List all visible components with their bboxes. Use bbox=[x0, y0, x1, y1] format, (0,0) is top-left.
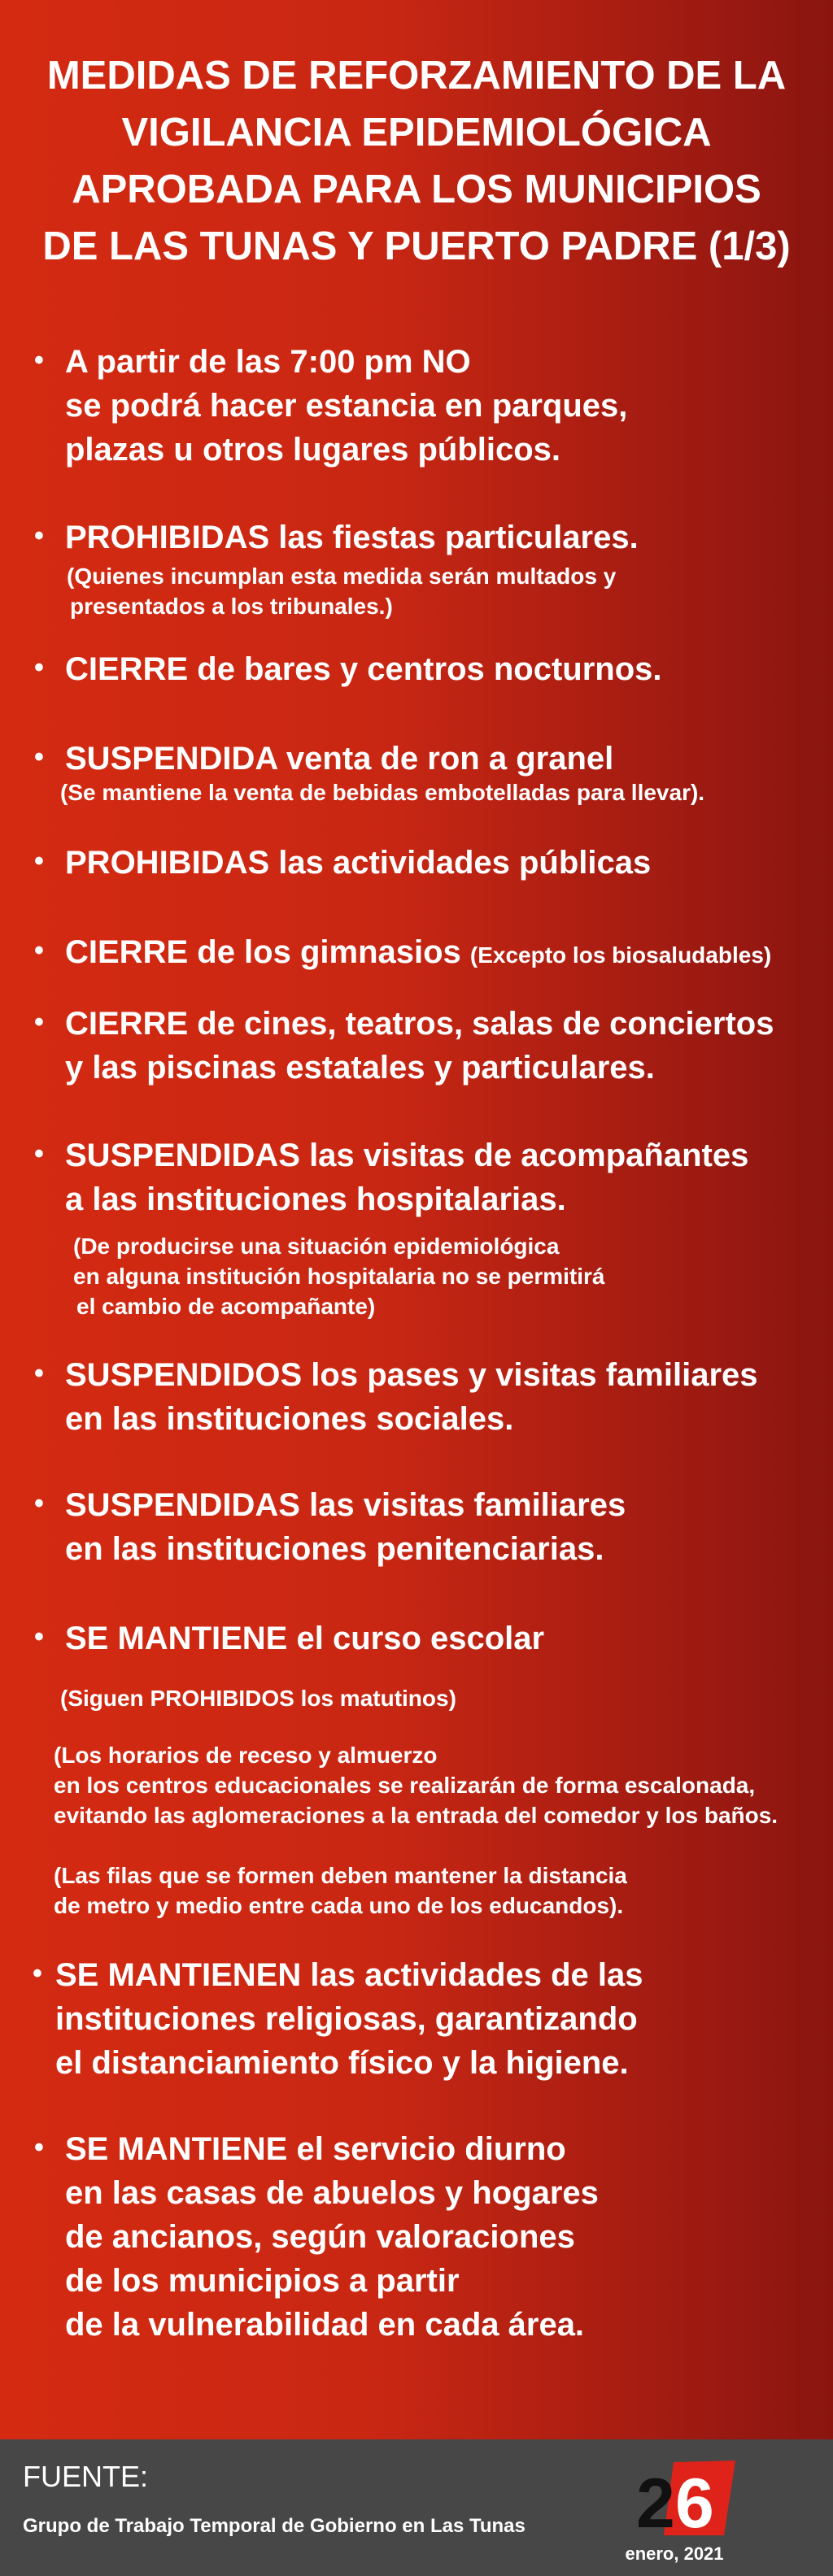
newspaper-logo bbox=[628, 2457, 742, 2539]
title-line: DE LAS TUNAS Y PUERTO PADRE (1/3) bbox=[42, 224, 791, 268]
measure-text bbox=[65, 1617, 544, 1660]
note-line: de metro y medio entre cada uno de los educandos). bbox=[54, 1893, 624, 1918]
measure-note bbox=[60, 777, 704, 807]
logo-digit-2: 2 bbox=[636, 2465, 675, 2539]
measure-text bbox=[65, 2127, 599, 2347]
title-line: MEDIDAS DE REFORZAMIENTO DE LA bbox=[46, 54, 787, 98]
measure-line: en las casas de abuelos y hogares bbox=[65, 2175, 599, 2211]
measure-rest: las fiestas particulares. bbox=[269, 520, 639, 555]
measure-note-queues bbox=[54, 1860, 627, 1921]
bullet-icon: • bbox=[34, 345, 44, 376]
measure-text bbox=[65, 340, 627, 472]
footer bbox=[0, 2439, 833, 2576]
measure-rest: las actividades de las bbox=[301, 1957, 643, 1993]
note-line: presentados a los tribunales.) bbox=[70, 594, 393, 619]
measure-line: de los municipios a partir bbox=[65, 2263, 460, 2299]
measure-text bbox=[65, 1353, 758, 1441]
note-line: el cambio de acompañante) bbox=[76, 1294, 376, 1319]
note-line: (Las filas que se formen deben mantener la distancia bbox=[54, 1863, 627, 1888]
measure-line: de la vulnerabilidad en cada área. bbox=[65, 2307, 585, 2343]
measure-rest: las visitas familiares bbox=[299, 1487, 626, 1523]
measure-line: se podrá hacer estancia en parques, bbox=[65, 388, 628, 424]
measure-line: instituciones religiosas, garantizando bbox=[55, 2001, 638, 2037]
measure-keyword: CIERRE bbox=[65, 651, 189, 687]
source-label: FUENTE: bbox=[23, 2460, 149, 2493]
measure-rest: las actividades públicas bbox=[269, 845, 652, 881]
measure-line: y las piscinas estatales y particulares. bbox=[65, 1050, 655, 1086]
bullet-icon: • bbox=[34, 846, 44, 877]
measure-text bbox=[65, 1002, 774, 1090]
bullet-icon: • bbox=[34, 652, 44, 683]
bullet-icon: • bbox=[34, 1488, 44, 1519]
measure-line: A partir de las 7:00 pm NO bbox=[65, 344, 471, 380]
measure-keyword: SUSPENDIDA bbox=[65, 741, 277, 777]
measure-note bbox=[60, 1683, 456, 1713]
measure-keyword: SE MANTIENE bbox=[65, 2131, 288, 2167]
note-line: en los centros educacionales se realizarán de forma escalonada, bbox=[54, 1773, 756, 1798]
measure-text bbox=[65, 1134, 748, 1221]
bullet-icon: • bbox=[34, 2132, 44, 2163]
note-line: (Se mantiene la venta de bebidas embotelladas para llevar). bbox=[60, 780, 705, 805]
poster-title bbox=[16, 47, 817, 275]
bullet-icon: • bbox=[34, 520, 44, 551]
measure-rest: de los gimnasios bbox=[188, 934, 470, 970]
measure-line: de ancianos, según valoraciones bbox=[65, 2219, 575, 2255]
measure-keyword: SUSPENDIDAS bbox=[65, 1138, 300, 1173]
measure-text bbox=[65, 516, 639, 559]
measure-rest: venta de ron a granel bbox=[277, 741, 614, 777]
measure-rest: de cines, teatros, salas de conciertos bbox=[188, 1006, 774, 1042]
measure-keyword: SUSPENDIDAS bbox=[65, 1487, 300, 1523]
measure-line: en las instituciones sociales. bbox=[65, 1401, 514, 1437]
measure-text bbox=[65, 930, 771, 977]
measure-text bbox=[65, 737, 613, 781]
source-text: Grupo de Trabajo Temporal de Gobierno en Las Tunas bbox=[23, 2515, 526, 2537]
bullet-icon: • bbox=[34, 1358, 44, 1389]
measure-keyword: CIERRE bbox=[65, 1006, 189, 1042]
measure-text bbox=[65, 841, 651, 885]
bullet-icon: • bbox=[34, 1138, 44, 1169]
measure-line: plazas u otros lugares públicos. bbox=[65, 432, 561, 468]
measure-keyword: PROHIBIDAS bbox=[65, 845, 270, 881]
measure-rest: los pases y visitas familiares bbox=[302, 1357, 758, 1393]
bullet-icon: • bbox=[34, 935, 44, 966]
measure-text bbox=[65, 1483, 626, 1571]
note-line: evitando las aglomeraciones a la entrada del comedor y los baños. bbox=[54, 1803, 778, 1828]
note-line: (De producirse una situación epidemiológica bbox=[73, 1234, 560, 1259]
measure-keyword: CIERRE bbox=[65, 934, 189, 970]
note-line: (Siguen PROHIBIDOS los matutinos) bbox=[60, 1686, 456, 1711]
logo-date: enero, 2021 bbox=[625, 2543, 724, 2564]
measure-rest: las visitas de acompañantes bbox=[299, 1138, 749, 1173]
measure-rest: el curso escolar bbox=[287, 1621, 545, 1656]
measure-note bbox=[73, 1231, 604, 1321]
title-line: VIGILANCIA EPIDEMIOLÓGICA bbox=[121, 111, 712, 154]
measure-note bbox=[67, 561, 616, 621]
bullet-icon: • bbox=[34, 742, 44, 772]
measure-keyword: SE MANTIENEN bbox=[55, 1957, 302, 1993]
bullet-icon: • bbox=[34, 1621, 44, 1652]
measure-keyword: PROHIBIDAS bbox=[65, 520, 270, 555]
title-line: APROBADA PARA LOS MUNICIPIOS bbox=[72, 168, 761, 211]
measure-note-schedule bbox=[54, 1740, 778, 1830]
measure-line: a las instituciones hospitalarias. bbox=[65, 1181, 566, 1217]
measure-inline-note: (Excepto los biosaludables) bbox=[469, 942, 772, 968]
note-line: en alguna institución hospitalaria no se permitirá bbox=[73, 1264, 605, 1289]
note-line: (Quienes incumplan esta medida serán multados y bbox=[67, 564, 617, 589]
measure-keyword: SUSPENDIDOS bbox=[65, 1357, 303, 1393]
logo-digit-6: 6 bbox=[675, 2465, 714, 2539]
bullet-icon: • bbox=[33, 1958, 42, 1989]
measure-line: el distanciamiento físico y la higiene. bbox=[55, 2045, 629, 2081]
measure-keyword: SE MANTIENE bbox=[65, 1621, 288, 1656]
measure-text bbox=[55, 1953, 643, 2085]
measure-text bbox=[65, 647, 662, 691]
measure-rest: de bares y centros nocturnos. bbox=[188, 651, 662, 687]
measure-line: en las instituciones penitenciarias. bbox=[65, 1531, 604, 1567]
measure-rest: el servicio diurno bbox=[287, 2131, 566, 2167]
note-line: (Los horarios de receso y almuerzo bbox=[54, 1743, 438, 1768]
bullet-icon: • bbox=[34, 1007, 44, 1038]
